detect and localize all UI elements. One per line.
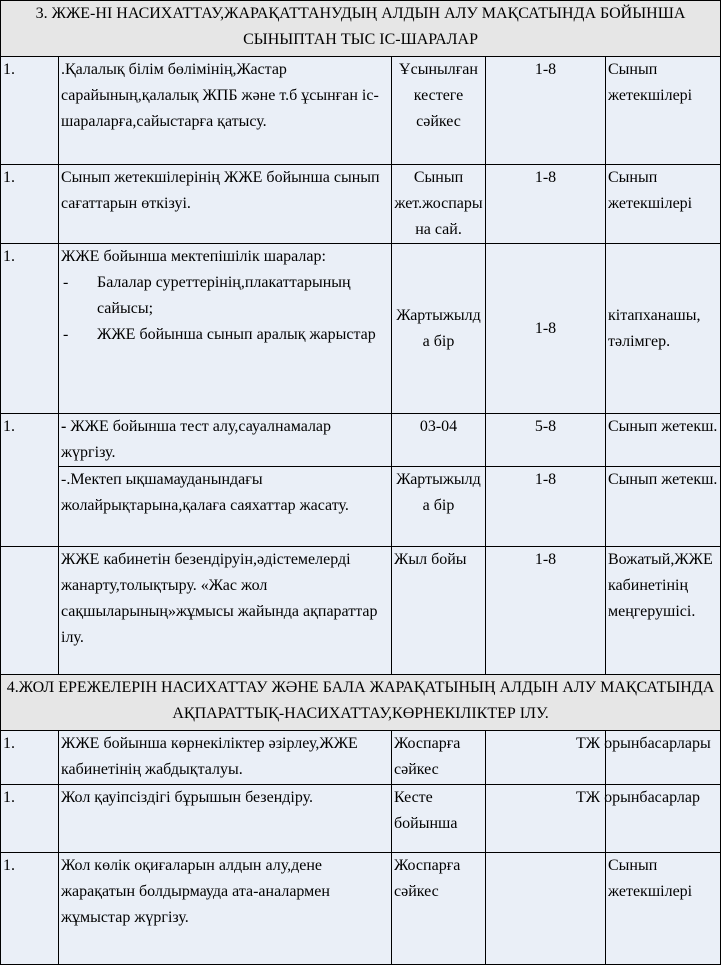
grades-cell: 1-8 <box>486 547 606 675</box>
grades-cell: 1-8 <box>486 57 606 165</box>
table-row <box>1 785 721 853</box>
timing-cell: Сынып жет.жоспары на сай. <box>392 165 486 244</box>
activity-cell <box>59 414 392 467</box>
activity-cell: Жол көлік оқиғаларын алдын алу,дене жарақатын болдырмауда ата-аналармен жұмыстар жүргізу. <box>59 853 392 965</box>
responsible-text: ТЖ орынбасарлар <box>576 789 700 806</box>
list-item-text: Балалар суреттерінің,плакаттарының сайысы; <box>97 274 351 317</box>
activity-cell: Сынып жетекшілерінің ЖЖЕ бойынша сынып сағаттарын өткізуі. <box>59 165 392 244</box>
list-item-text: ЖЖЕ бойынша сынып аралық жарыстар <box>97 326 376 343</box>
row-number: 1. <box>1 785 59 853</box>
table-row <box>1 165 721 244</box>
table-row <box>1 244 721 414</box>
table-row <box>1 731 721 785</box>
responsible-cell: Сынып жетекшілері <box>606 57 721 165</box>
activity-cell: Жол қауіпсіздігі бұрышын безендіру. <box>59 785 392 853</box>
responsible-cell <box>576 785 721 853</box>
list-item <box>61 270 389 322</box>
section3-title: 3. ЖЖЕ-НІ НАСИХАТТАУ,ЖАРАҚАТТАНУДЫҢ АЛДЫН АЛУ МАҚСАТЫНДА БОЙЫНША СЫНЫПТАН ТЫС ІС-ШАРАЛАР <box>1 1 721 57</box>
timing-cell: 03-04 <box>392 414 486 467</box>
activity-intro: ЖЖЕ бойынша мектепішілік шаралар: <box>61 248 326 265</box>
activity-bullet-list <box>61 270 389 348</box>
grades-cell: 1-8 <box>486 244 606 414</box>
row-number: 1. <box>1 244 59 414</box>
timing-cell: Ұсынылған кестеге сәйкес <box>392 57 486 165</box>
activity-cell: ЖЖЕ бойынша көрнекіліктер әзірлеу,ЖЖЕ кабинетінің жабдықталуы. <box>59 731 392 785</box>
timing-cell: Кесте бойынша <box>392 785 486 853</box>
responsible-cell: Сынып жетекшілері <box>606 853 721 965</box>
row-number <box>1 547 59 675</box>
activity-cell <box>59 244 392 414</box>
dash-bullet: - <box>63 326 69 343</box>
responsible-cell <box>576 731 721 785</box>
responsible-cell: Сынып жетекшілері <box>606 165 721 244</box>
table-row <box>1 467 721 547</box>
activity-cell: ЖЖЕ кабинетін безендіруін,әдістемелерді жанарту,толықтыру. «Жас жол сақшыларының»жұмысы жайында ақпараттар ілу. <box>59 547 392 675</box>
row-number: 1. <box>1 165 59 244</box>
table-row <box>1 547 721 675</box>
activity-prefix: - <box>61 418 71 435</box>
section4-title: 4.ЖОЛ ЕРЕЖЕЛЕРІН НАСИХАТТАУ ЖӘНЕ БАЛА ЖАРАҚАТЫНЫҢ АЛДЫН АЛУ МАҚСАТЫНДА АҚПАРАТТЫҚ-НАСИХАТТАУ,КӨРНЕКІЛІКТЕР ІЛУ. <box>1 675 721 731</box>
row-number: 1. <box>1 57 59 165</box>
timing-cell: Жыл бойы <box>392 547 486 675</box>
table-row <box>1 57 721 165</box>
activity-text: ЖЖЕ бойынша тест алу,сауалнамалар жүргізу. <box>61 418 332 461</box>
dash-bullet: - <box>63 274 69 291</box>
grades-cell: 5-8 <box>486 414 606 467</box>
responsible-cell: Сынып жетекш. <box>606 414 721 467</box>
timing-cell: Жартыжылда бір <box>392 244 486 414</box>
table-row <box>1 853 721 965</box>
grades-cell: 1-8 <box>486 467 606 547</box>
responsible-cell: Сынып жетекш. <box>606 467 721 547</box>
timing-cell: Жоспарға сәйкес <box>392 853 486 965</box>
row-number: 1. <box>1 853 59 965</box>
row-number: 1. <box>1 414 59 547</box>
grades-cell <box>486 853 606 965</box>
table-row <box>1 414 721 467</box>
timing-cell: Жоспарға сәйкес <box>392 731 486 785</box>
responsible-text: ТЖ орынбасарлары <box>576 735 711 752</box>
responsible-cell: кітапханашы, тәлімгер. <box>606 244 721 414</box>
responsible-cell: Вожатый,ЖЖЕ кабинетінің меңгерушісі. <box>606 547 721 675</box>
section3-header-row <box>1 1 721 57</box>
section4-header-row <box>1 675 721 731</box>
activity-cell: .Қалалық білім бөлімінің,Жастар сарайының,қалалық ЖПБ және т.б ұсынған іс-шараларға,сайыстарға қатысу. <box>59 57 392 165</box>
activity-cell: -.Мектеп ықшамауданындағы жолайрықтарына,қалаға саяхаттар жасату. <box>59 467 392 547</box>
timing-cell: Жартыжылда бір <box>392 467 486 547</box>
list-item <box>61 322 389 348</box>
grades-cell: 1-8 <box>486 165 606 244</box>
row-number: 1. <box>1 731 59 785</box>
